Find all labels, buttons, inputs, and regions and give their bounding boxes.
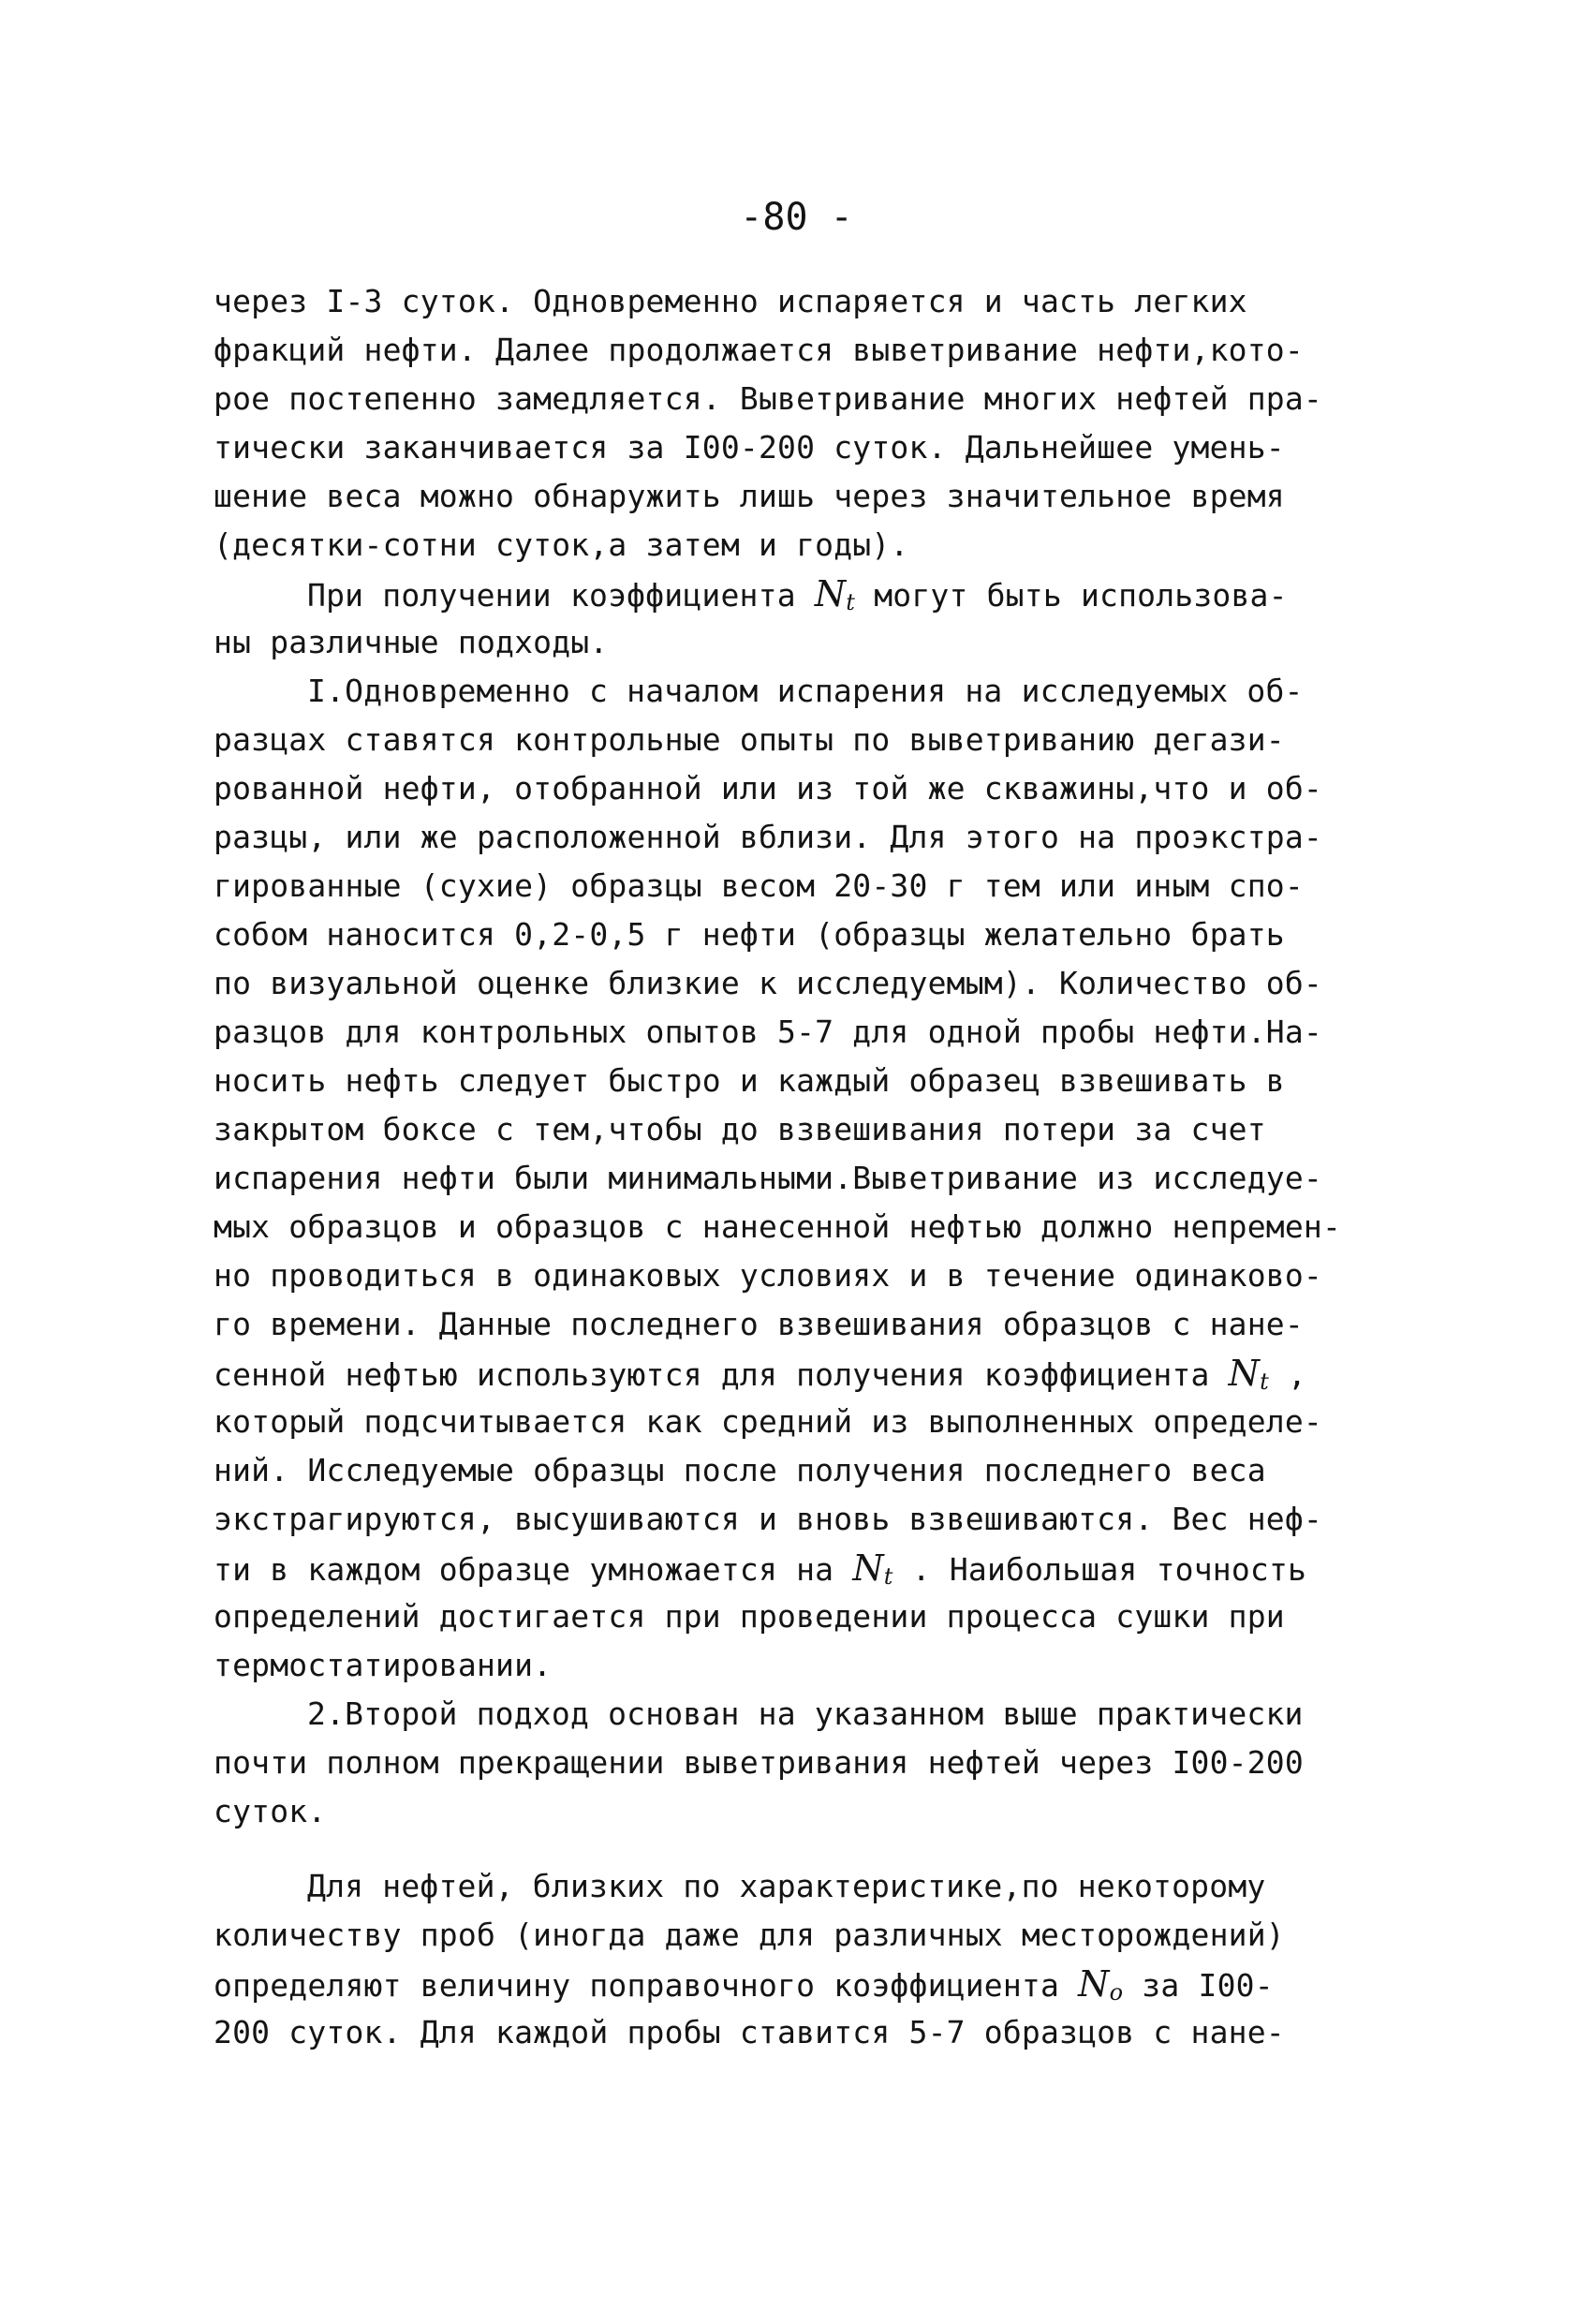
text-line: рое постепенно замедляется. Выветривание многих нефтей пра- bbox=[214, 380, 1322, 417]
coefficient-subscript: t bbox=[1260, 1369, 1269, 1395]
text-fragment: определяют величину поправочного коэффициента bbox=[214, 1967, 1079, 2004]
paragraph-1 bbox=[214, 277, 1431, 570]
text-fragment: за I00- bbox=[1123, 1967, 1274, 2004]
text-line: через I-3 суток. Одновременно испаряется и часть легких bbox=[214, 283, 1247, 319]
body-text bbox=[214, 277, 1431, 2057]
paragraph-spacer bbox=[214, 1836, 1431, 1862]
text-fragment: сенной нефтью используются для получения коэффициента bbox=[214, 1356, 1229, 1393]
text-fragment: . Наибольшая точность bbox=[892, 1551, 1307, 1588]
text-fragment: , bbox=[1268, 1356, 1307, 1393]
coefficient-symbol: N bbox=[1078, 1963, 1110, 2005]
paragraph-2 bbox=[214, 570, 1431, 667]
text-line: закрытом боксе с тем,чтобы до взвешивания потери за счет bbox=[214, 1111, 1266, 1147]
text-line: ний. Исследуемые образцы после получения последнего веса bbox=[214, 1452, 1266, 1488]
text-line: который подсчитывается как средний из выполненных определе- bbox=[214, 1403, 1322, 1440]
text-line: разцах ставятся контрольные опыты по выветриванию дегази- bbox=[214, 721, 1285, 758]
text-line: определений достигается при проведении процесса сушки при bbox=[214, 1598, 1285, 1635]
text-line: 200 суток. Для каждой пробы ставится 5-7 образцов с нане- bbox=[214, 2014, 1285, 2050]
text-line bbox=[214, 570, 1431, 618]
coefficient-symbol: N bbox=[852, 1547, 884, 1589]
paragraph-5 bbox=[214, 1862, 1431, 2057]
text-line: рованной нефти, отобранной или из той же скважины,что и об- bbox=[214, 770, 1322, 807]
text-line: I.Одновременно с началом испарения на исследуемых об- bbox=[307, 673, 1304, 709]
coefficient-subscript: o bbox=[1109, 1979, 1124, 2006]
text-fragment: ти в каждом образце умножается на bbox=[214, 1551, 853, 1588]
paragraph-3 bbox=[214, 667, 1431, 1690]
text-line: носить нефть следует быстро и каждый образец взвешивать в bbox=[214, 1062, 1285, 1099]
text-line: разцов для контрольных опытов 5-7 для одной пробы нефти.На- bbox=[214, 1014, 1322, 1050]
text-line bbox=[214, 1544, 1431, 1592]
page-number: -80 - bbox=[740, 196, 853, 239]
text-line: (десятки-сотни суток,а затем и годы). bbox=[214, 526, 909, 563]
coefficient-subscript: t bbox=[883, 1563, 893, 1590]
text-line: собом наносится 0,2-0,5 г нефти (образцы желательно брать bbox=[214, 916, 1285, 953]
text-line bbox=[214, 1960, 1431, 2008]
text-line: количеству проб (иногда даже для различных месторождений) bbox=[214, 1917, 1285, 1953]
text-line: термостатировании. bbox=[214, 1647, 553, 1683]
paragraph-4 bbox=[214, 1690, 1431, 1836]
text-line: почти полном прекращении выветривания нефтей через I00-200 bbox=[214, 1744, 1304, 1781]
text-line: фракций нефти. Далее продолжается выветривание нефти,кото- bbox=[214, 332, 1304, 368]
text-line: шение веса можно обнаружить лишь через значительное время bbox=[214, 478, 1285, 514]
text-fragment: могут быть использова- bbox=[855, 577, 1288, 614]
text-line: экстрагируются, высушиваются и вновь взвешиваются. Вес неф- bbox=[214, 1501, 1322, 1537]
text-line: тически заканчивается за I00-200 суток. Дальнейшее умень- bbox=[214, 429, 1285, 466]
coefficient-symbol: N bbox=[1228, 1353, 1261, 1394]
coefficient-symbol: N bbox=[814, 573, 847, 614]
text-line: ны различные подходы. bbox=[214, 624, 609, 660]
coefficient-no bbox=[1078, 1963, 1123, 2005]
text-line: по визуальной оценке близкие к исследуемым). Количество об- bbox=[214, 965, 1322, 1001]
text-line: 2.Второй подход основан на указанном выше практически bbox=[307, 1695, 1304, 1732]
text-line bbox=[214, 1349, 1431, 1398]
text-line: гированные (сухие) образцы весом 20-30 г тем или иным спо- bbox=[214, 867, 1304, 904]
text-fragment: При получении коэффициента bbox=[307, 577, 815, 614]
coefficient-subscript: t bbox=[846, 589, 856, 615]
text-line: но проводиться в одинаковых условиях и в течение одинаково- bbox=[214, 1257, 1322, 1294]
text-line: мых образцов и образцов с нанесенной нефтью должно непремен- bbox=[214, 1208, 1342, 1245]
coefficient-nt bbox=[815, 573, 855, 614]
coefficient-nt bbox=[1229, 1353, 1269, 1394]
text-line: суток. bbox=[214, 1793, 327, 1829]
text-line: го времени. Данные последнего взвешивания образцов с нане- bbox=[214, 1306, 1304, 1342]
text-line: разцы, или же расположенной вблизи. Для этого на проэкстра- bbox=[214, 819, 1322, 855]
text-line: испарения нефти были минимальными.Выветривание из исследуе- bbox=[214, 1160, 1322, 1196]
text-line: Для нефтей, близких по характеристике,по некоторому bbox=[307, 1868, 1266, 1904]
coefficient-nt bbox=[852, 1547, 892, 1589]
